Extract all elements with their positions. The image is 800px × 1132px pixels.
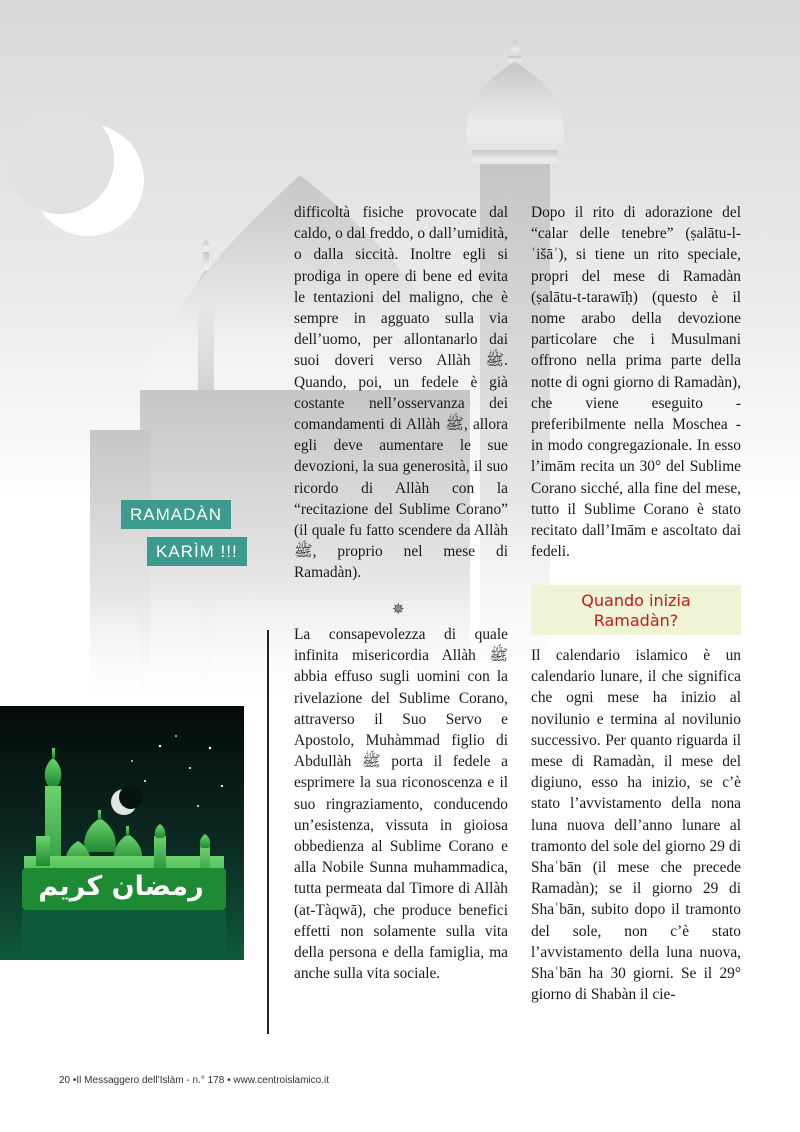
article-column-middle-top <box>294 202 508 584</box>
page-footer: 20 •Il Messaggero dell’Islàm - n.° 178 • www.centroislamico.it <box>59 1075 329 1086</box>
article-column-right-top <box>531 202 741 562</box>
ramadan-label-line1: RAMADÀN <box>121 500 231 529</box>
section-heading-line2: Ramadàn? <box>593 611 679 630</box>
section-heading-box <box>531 585 741 635</box>
star-ornament-icon: ✵ <box>392 600 405 618</box>
article-column-right-bottom <box>531 645 741 1005</box>
paragraph: Il calendario islamico è un calendario lunare, il che significa che ogni mese ha inizio al novilunio e termina al novilunio successivo. Per quanto riguarda il mese di Ramadàn, il mese del digiuno, esso ha inizio, se c’è stato l’avvistamento della nona luna nuova dell’anno lunare al tramonto del sole del giorno 29 di Shaʿbān (il mese che precede Ramadàn); se il giorno 29 di Shaʿbān, subito dopo il tramonto del sole, non c’è stato l’avvistamento della luna nuova, Shaʿbān ha 30 giorni. Se il 29° giorno di Shabàn il cie- <box>531 647 741 1004</box>
ramadan-label-line2: KARÌM !!! <box>147 537 247 566</box>
arabic-calligraphy-text: رمضان كريم <box>38 871 204 902</box>
paragraph: difficoltà fisiche provocate dal caldo, o dal freddo, o dall’umidità, o dalla siccità. Inoltre egli si prodiga in opere di bene ed evita le tentazioni del maligno, che è sempre in agguato sulla via dell’uomo, per allontanarlo dai suoi doveri verso Allàh ﷺ. Quando, poi, un fedele è già costante nell’osservanza dei comandamenti di Allàh ﷺ, allora egli deve aumentare le sue devozioni, la sua generosità, il suo ricordo di Allàh con la “recitazione del Sublime Corano” (il quale fu fatto scendere da Allàh ﷺ, proprio nel mese di Ramadàn). <box>294 204 508 582</box>
article-column-middle-bottom <box>294 624 508 984</box>
section-heading-line1: Quando inizia <box>581 591 691 610</box>
paragraph: Dopo il rito di adorazione del “calar delle tenebre” (ṣalātu-l-ʿišāʾ), si tiene un rito speciale, propri del mese di Ramadàn (ṣalātu-t-tarawīḥ) (questo è il nome arabo della devozione particolare che i Musulmani offrono nella prima parte della notte di ogni giorno di Ramadàn), che viene eseguito - preferibilmente nella Moschea - in modo congregazionale. In esso l’imām recita un 30° del Sublime Corano sicché, alla fine del mese, tutto il Sublime Corano è stato recitato dall’Imām e ascoltato dai fedeli. <box>531 204 741 561</box>
ramadan-kareem-image <box>0 706 244 960</box>
column-divider <box>267 630 269 1034</box>
paragraph: La consapevolezza di quale infinita misericordia Allàh ﷺ abbia effuso sugli uomini con la rivelazione del Sublime Corano, attraverso il Suo Servo e Apostolo, Muhàmmad figlio di Abdullàh ﷺ porta il fedele a esprimere la sua riconoscenza e il suo ringraziamento, conducendo un’esistenza, vissuta in gioiosa obbedienza al Sublime Corano e alla Nobile Sunna muhammadica, tutta permeata dal Timore di Allàh (at-Tàqwā), che produce benefici effetti non solamente sulla vita della persona e della famiglia, ma anche sulla vita sociale. <box>294 626 508 983</box>
ramadan-kareem-arabic-banner <box>26 868 216 908</box>
